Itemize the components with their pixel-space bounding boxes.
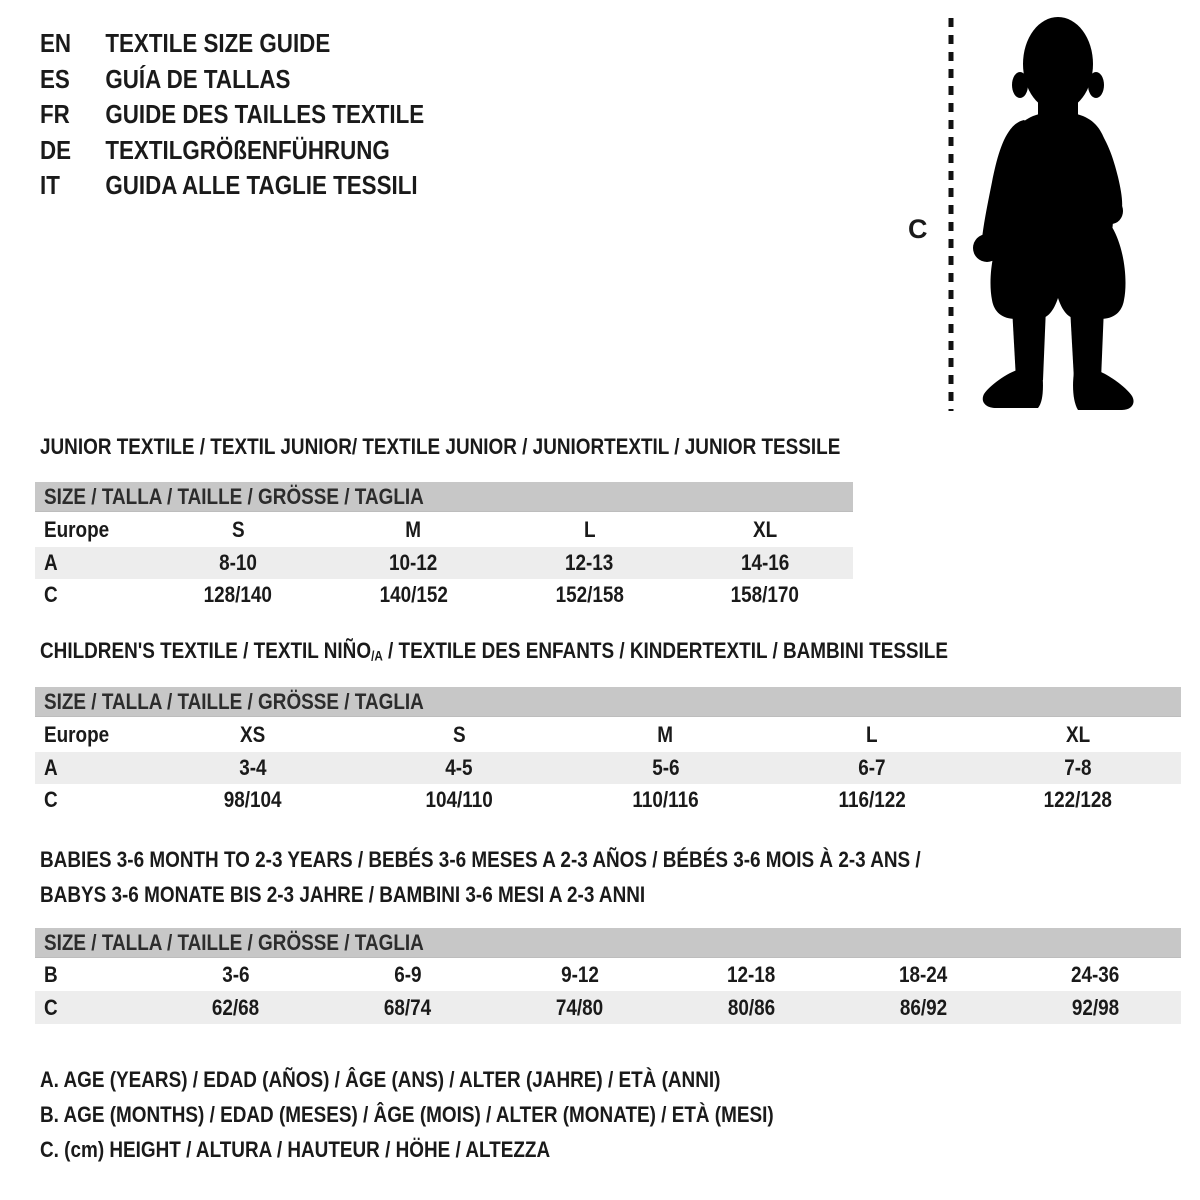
table-cell: 18-24 — [899, 961, 948, 987]
table-cell: 10-12 — [389, 550, 438, 575]
table-cell: 80/86 — [727, 994, 776, 1020]
children-column-header-row — [35, 717, 1181, 752]
babies-heading — [40, 842, 1064, 912]
children-row-a — [35, 752, 1181, 784]
table-cell: 24-36 — [1070, 961, 1120, 987]
babies-row-b — [35, 958, 1181, 991]
children-table — [35, 687, 1181, 816]
table-cell: 98/104 — [224, 787, 283, 812]
babies-row-c — [35, 991, 1181, 1024]
table-cell: 8-10 — [218, 550, 257, 575]
table-cell: 74/80 — [555, 994, 604, 1020]
height-label-c: C — [908, 214, 928, 244]
column-header: M — [405, 516, 422, 542]
row-label: A — [44, 550, 58, 575]
table-cell: 86/92 — [899, 994, 947, 1020]
table-cell: 4-5 — [445, 755, 473, 780]
junior-table — [35, 482, 853, 611]
size-bar-label: SIZE / TALLA / TAILLE / GRÖSSE / TAGLIA — [44, 929, 424, 955]
junior-heading — [40, 434, 971, 460]
language-row-en — [40, 26, 424, 62]
heading-subscript: /A — [371, 648, 383, 664]
legend-line-c: C. (cm) HEIGHT / ALTURA / HAUTEUR / HÖHE / ALTEZZA — [40, 1136, 551, 1162]
column-header: XL — [1065, 721, 1090, 747]
table-cell: 14-16 — [740, 550, 790, 575]
row-label: B — [44, 961, 58, 987]
children-row-c — [35, 784, 1181, 816]
table-cell: 104/110 — [425, 787, 493, 812]
title-block — [40, 26, 487, 204]
language-code: ES — [40, 63, 70, 94]
language-code: FR — [40, 99, 70, 130]
column-header: L — [865, 721, 878, 747]
column-header: XS — [240, 721, 266, 747]
language-row-de — [40, 133, 424, 169]
table-cell: 122/128 — [1043, 787, 1113, 812]
table-cell: 6-7 — [858, 755, 886, 780]
babies-table — [35, 928, 1181, 1024]
children-heading — [40, 638, 1096, 669]
table-cell: 12-18 — [727, 961, 776, 987]
language-title: TEXTILE SIZE GUIDE — [105, 28, 331, 59]
legend-line-a: A. AGE (YEARS) / EDAD (AÑOS) / ÂGE (ANS) / ALTER (JAHRE) / ETÀ (ANNI) — [40, 1066, 721, 1092]
size-bar-label: SIZE / TALLA / TAILLE / GRÖSSE / TAGLIA — [44, 483, 424, 509]
language-code: DE — [40, 134, 72, 165]
table-cell: 140/152 — [379, 582, 448, 607]
language-title: TEXTILGRÖßENFÜHRUNG — [105, 134, 390, 165]
table-cell: 3-6 — [222, 961, 250, 987]
table-cell: 62/68 — [212, 994, 260, 1020]
table-cell: 3-4 — [239, 755, 267, 780]
column-header: Europe — [44, 516, 110, 542]
row-label: C — [44, 582, 58, 607]
table-cell: 152/158 — [555, 582, 624, 607]
junior-column-header-row — [35, 512, 853, 547]
language-row-fr — [40, 97, 424, 133]
column-header: L — [583, 516, 596, 542]
table-cell: 6-9 — [394, 961, 422, 987]
language-code: IT — [40, 170, 60, 201]
column-header: S — [452, 721, 466, 747]
table-cell: 158/170 — [730, 582, 800, 607]
column-header: Europe — [44, 721, 110, 747]
size-bar-label: SIZE / TALLA / TAILLE / GRÖSSE / TAGLIA — [44, 688, 424, 714]
table-cell: 128/140 — [203, 582, 273, 607]
junior-heading-text: JUNIOR TEXTILE / TEXTIL JUNIOR/ TEXTILE JUNIOR / JUNIORTEXTIL / JUNIOR TESSILE — [40, 434, 841, 459]
babies-heading-line1: BABIES 3-6 MONTH TO 2-3 YEARS / BEBÉS 3-6 MESES A 2-3 AÑOS / BÉBÉS 3-6 MOIS À 2-3 ANS / — [40, 847, 921, 872]
children-size-bar — [35, 687, 1181, 717]
table-cell: 7-8 — [1064, 755, 1092, 780]
legend — [40, 1062, 893, 1167]
language-title: GUÍA DE TALLAS — [105, 63, 291, 94]
row-label: C — [44, 787, 58, 812]
toddler-silhouette — [940, 12, 1160, 416]
table-cell: 116/122 — [838, 787, 906, 812]
language-row-it — [40, 168, 424, 204]
language-code: EN — [40, 28, 72, 59]
table-cell: 5-6 — [651, 755, 680, 780]
junior-row-a — [35, 547, 853, 579]
table-cell: 68/74 — [384, 994, 432, 1020]
children-heading-text: CHILDREN'S TEXTILE / TEXTIL NIÑO/A / TEXTILE DES ENFANTS / KINDERTEXTIL / BAMBINI TESSILE — [40, 638, 948, 664]
row-label: A — [44, 755, 58, 780]
language-title: GUIDA ALLE TAGLIE TESSILI — [105, 170, 418, 201]
babies-size-bar — [35, 928, 1181, 958]
language-title: GUIDE DES TAILLES TEXTILE — [105, 99, 425, 130]
language-row-es — [40, 62, 424, 98]
column-header: M — [657, 721, 674, 747]
babies-heading-line2: BABYS 3-6 MONATE BIS 2-3 JAHRE / BAMBINI 3-6 MESI A 2-3 ANNI — [40, 882, 646, 907]
table-cell: 110/116 — [632, 787, 699, 812]
junior-size-bar — [35, 482, 853, 512]
table-cell: 92/98 — [1071, 994, 1119, 1020]
table-cell: 9-12 — [560, 961, 599, 987]
row-label: C — [44, 994, 58, 1020]
table-cell: 12-13 — [565, 550, 614, 575]
column-header: S — [231, 516, 245, 542]
column-header: XL — [753, 516, 778, 542]
toddler-figure — [973, 17, 1134, 410]
junior-row-c — [35, 579, 853, 611]
legend-line-b: B. AGE (MONTHS) / EDAD (MESES) / ÂGE (MOIS) / ALTER (MONATE) / ETÀ (MESI) — [40, 1101, 774, 1127]
